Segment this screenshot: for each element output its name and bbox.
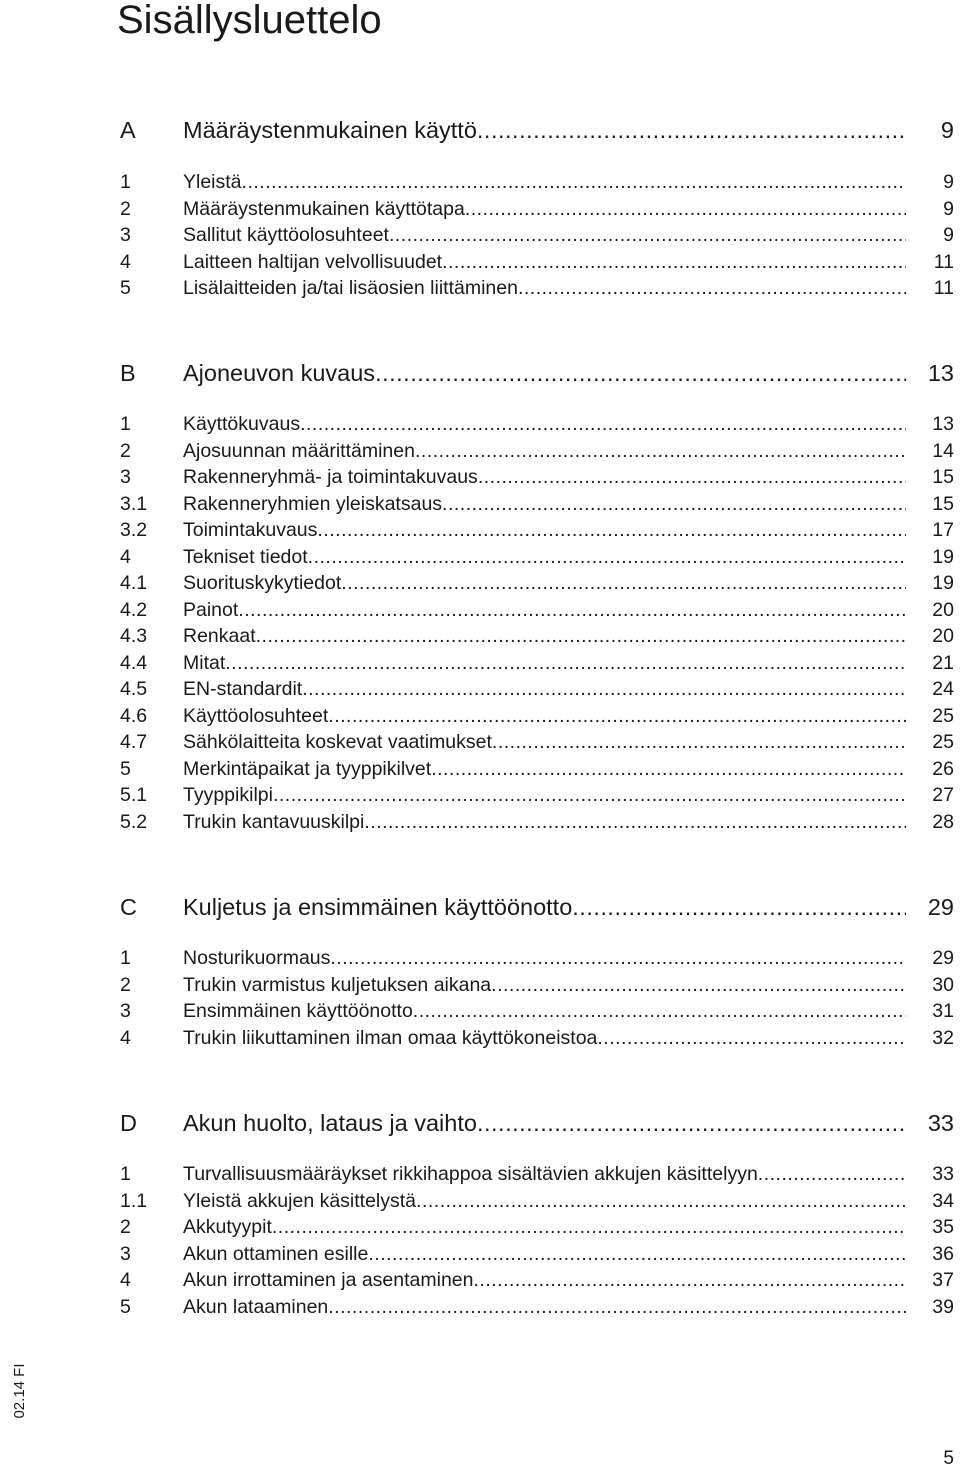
- toc-page: 26: [932, 758, 954, 780]
- toc-label: Akun huolto, lataus ja vaihto: [183, 1110, 477, 1136]
- toc-label: Lisälaitteiden ja/tai lisäosien liittäminen: [183, 277, 518, 299]
- dot-leader: [597, 1026, 906, 1050]
- toc-page: 9: [943, 171, 954, 193]
- toc-entry[interactable]: [120, 490, 954, 516]
- toc-label: Toimintakuvaus: [183, 519, 318, 541]
- dot-leader: [492, 730, 906, 754]
- toc-page: 27: [932, 784, 954, 806]
- page-number: 5: [943, 1448, 954, 1469]
- toc-entry[interactable]: [120, 516, 954, 542]
- toc-number: 4.7: [120, 731, 148, 753]
- toc-number: 1: [120, 1163, 131, 1185]
- dot-leader: [302, 677, 906, 701]
- toc-number: 4.4: [120, 652, 148, 674]
- toc-label: Akun irrottaminen ja asentaminen: [183, 1269, 474, 1291]
- toc-page: 30: [932, 974, 954, 996]
- toc-entry[interactable]: [120, 410, 954, 436]
- toc-number: 4: [120, 546, 131, 568]
- toc-label: Turvallisuusmääräykset rikkihappoa sisältävien akkujen käsittelyyn: [183, 1163, 758, 1185]
- toc-number: 4.1: [120, 572, 148, 594]
- toc-entry[interactable]: [120, 168, 954, 194]
- toc-entry[interactable]: [120, 437, 954, 463]
- toc-entry[interactable]: [120, 649, 954, 675]
- toc-page: 29: [927, 894, 954, 920]
- toc-page: 11: [933, 251, 954, 273]
- dot-leader: [478, 465, 906, 489]
- toc-page: 33: [932, 1163, 954, 1185]
- dot-leader: [272, 1215, 906, 1239]
- dot-leader: [477, 116, 906, 144]
- toc-number: C: [120, 894, 137, 920]
- toc-label: Määräystenmukainen käyttö: [183, 117, 477, 143]
- toc-page: 15: [932, 466, 954, 488]
- toc-label: Trukin liikuttaminen ilman omaa käyttökoneistoa: [183, 1027, 598, 1049]
- toc-entry[interactable]: [120, 463, 954, 489]
- toc-number: 5.2: [120, 811, 148, 833]
- toc-number: 2: [120, 1216, 131, 1238]
- toc-label: Rakenneryhmien yleiskatsaus: [183, 493, 443, 515]
- toc-entry[interactable]: [120, 195, 954, 221]
- dot-leader: [242, 170, 906, 194]
- toc-entry[interactable]: [120, 248, 954, 274]
- toc-page: 25: [932, 731, 954, 753]
- dot-leader: [375, 359, 906, 387]
- toc-label: Renkaat: [183, 625, 256, 647]
- dot-leader: [238, 598, 906, 622]
- toc-page: 9: [943, 198, 954, 220]
- toc-label: Suorituskykytiedot: [183, 572, 342, 594]
- dot-leader: [368, 1242, 906, 1266]
- toc-label: Rakenneryhmä- ja toimintakuvaus: [183, 466, 478, 488]
- toc-number: 3.1: [120, 493, 148, 515]
- toc-entry[interactable]: [120, 944, 954, 970]
- toc-label: Ajosuunnan määrittäminen: [183, 440, 415, 462]
- toc-page: 25: [932, 705, 954, 727]
- toc-number: 4.2: [120, 599, 148, 621]
- toc-page: 15: [932, 493, 954, 515]
- dot-leader: [572, 893, 906, 921]
- dot-leader: [225, 651, 906, 675]
- toc-heading-a[interactable]: [120, 114, 954, 144]
- toc-page: 24: [932, 678, 954, 700]
- toc-page: 36: [932, 1243, 954, 1265]
- dot-leader: [328, 704, 906, 728]
- toc-number: B: [120, 360, 136, 386]
- toc-page: 13: [927, 360, 954, 386]
- toc-entry[interactable]: [120, 1024, 954, 1050]
- toc-number: 1: [120, 171, 131, 193]
- toc-entry[interactable]: [120, 274, 954, 300]
- page-title: Sisällysluettelo: [117, 0, 382, 42]
- toc-page: 17: [932, 519, 954, 541]
- toc-number: 5.1: [120, 784, 148, 806]
- toc-entry[interactable]: [120, 808, 954, 834]
- dot-leader: [328, 1295, 906, 1319]
- toc-number: 1: [120, 947, 131, 969]
- toc-label: Ajoneuvon kuvaus: [183, 360, 376, 386]
- toc-label: Akun lataaminen: [183, 1296, 329, 1318]
- toc-page: 39: [932, 1296, 954, 1318]
- toc-entry[interactable]: [120, 997, 954, 1023]
- toc-label: Mitat: [183, 652, 226, 674]
- toc-number: 4: [120, 1027, 131, 1049]
- toc-label: Merkintäpaikat ja tyyppikilvet: [183, 758, 432, 780]
- toc-number: 3: [120, 224, 131, 246]
- toc-label: Akun ottaminen esille: [183, 1243, 369, 1265]
- toc-number: 4: [120, 1269, 131, 1291]
- toc-entry[interactable]: [120, 675, 954, 701]
- toc-number: 2: [120, 440, 131, 462]
- toc-heading-b[interactable]: [120, 357, 954, 387]
- toc-page: 14: [932, 440, 954, 462]
- toc-number: 5: [120, 1296, 131, 1318]
- toc-label: EN-standardit: [183, 678, 303, 700]
- toc-entry[interactable]: [120, 755, 954, 781]
- toc-label: Määräystenmukainen käyttötapa: [183, 198, 465, 220]
- dot-leader: [364, 810, 906, 834]
- toc-heading-d[interactable]: [120, 1107, 954, 1137]
- toc-number: 5: [120, 758, 131, 780]
- dot-leader: [300, 412, 906, 436]
- toc-label: Akkutyypit: [183, 1216, 272, 1238]
- toc-number: D: [120, 1110, 137, 1136]
- toc-number: 4.3: [120, 625, 148, 647]
- toc-entry[interactable]: [120, 543, 954, 569]
- dot-leader: [442, 250, 906, 274]
- dot-leader: [341, 571, 906, 595]
- toc-page: 34: [932, 1190, 954, 1212]
- toc-number: 3: [120, 1243, 131, 1265]
- toc-label: Ensimmäinen käyttöönotto: [183, 1000, 413, 1022]
- toc-number: 2: [120, 198, 131, 220]
- dot-leader: [474, 1268, 907, 1292]
- toc-entry[interactable]: [120, 622, 954, 648]
- toc-page: 35: [932, 1216, 954, 1238]
- toc-page: 29: [932, 947, 954, 969]
- toc-entry[interactable]: [120, 781, 954, 807]
- toc-entry[interactable]: [120, 1240, 954, 1266]
- toc-entry[interactable]: [120, 728, 954, 754]
- toc-page: 19: [932, 546, 954, 568]
- toc-page: 11: [933, 277, 954, 299]
- dot-leader: [330, 946, 906, 970]
- dot-leader: [758, 1162, 906, 1186]
- toc-page: 20: [932, 625, 954, 647]
- toc-label: Tyyppikilpi: [183, 784, 273, 806]
- toc-number: 4.5: [120, 678, 148, 700]
- toc-number: 3: [120, 1000, 131, 1022]
- toc-page: 21: [932, 652, 954, 674]
- toc-page: 33: [927, 1110, 954, 1136]
- toc-label: Sähkölaitteita koskevat vaatimukset: [183, 731, 492, 753]
- toc-page: 9: [940, 117, 954, 143]
- toc-label: Käyttöolosuhteet: [183, 705, 329, 727]
- toc-label: Laitteen haltijan velvollisuudet: [183, 251, 443, 273]
- toc-heading-c[interactable]: [120, 891, 954, 921]
- dot-leader: [416, 1189, 906, 1213]
- toc-label: Tekniset tiedot: [183, 546, 308, 568]
- toc-number: 2: [120, 974, 131, 996]
- dot-leader: [518, 276, 906, 300]
- toc-label: Sallitut käyttöolosuhteet: [183, 224, 389, 246]
- dot-leader: [477, 1109, 906, 1137]
- dot-leader: [389, 223, 906, 247]
- toc-number: 4.6: [120, 705, 148, 727]
- toc-page: 19: [932, 572, 954, 594]
- toc-label: Yleistä akkujen käsittelystä: [183, 1190, 417, 1212]
- dot-leader: [431, 757, 906, 781]
- toc-page: 13: [932, 413, 954, 435]
- dot-leader: [256, 624, 906, 648]
- dot-leader: [317, 518, 906, 542]
- toc-label: Painot: [183, 599, 239, 621]
- toc-number: A: [120, 117, 136, 143]
- toc-entry[interactable]: [120, 1187, 954, 1213]
- toc-label: Käyttökuvaus: [183, 413, 301, 435]
- dot-leader: [491, 973, 906, 997]
- toc-page: 28: [932, 811, 954, 833]
- toc-label: Yleistä: [183, 171, 242, 193]
- dot-leader: [442, 492, 906, 516]
- dot-leader: [308, 545, 906, 569]
- toc-number: 4: [120, 251, 131, 273]
- toc-entry[interactable]: [120, 971, 954, 997]
- toc-page: 32: [932, 1027, 954, 1049]
- document-code: 02.14 FI: [11, 1363, 28, 1419]
- toc-entry[interactable]: [120, 1160, 954, 1186]
- dot-leader: [465, 197, 906, 221]
- toc-number: 3.2: [120, 519, 148, 541]
- toc-number: 1.1: [120, 1190, 148, 1212]
- toc-entry[interactable]: [120, 596, 954, 622]
- toc-entry[interactable]: [120, 569, 954, 595]
- toc-label: Kuljetus ja ensimmäinen käyttöönotto: [183, 894, 573, 920]
- toc-label: Trukin varmistus kuljetuksen aikana: [183, 974, 492, 996]
- toc-number: 3: [120, 466, 131, 488]
- toc-page: 20: [932, 599, 954, 621]
- toc-entry[interactable]: [120, 702, 954, 728]
- toc-page: 31: [932, 1000, 954, 1022]
- toc-page: 9: [943, 224, 954, 246]
- dot-leader: [413, 999, 906, 1023]
- toc-label: Trukin kantavuuskilpi: [183, 811, 365, 833]
- toc-entry[interactable]: [120, 1213, 954, 1239]
- toc-label: Nosturikuormaus: [183, 947, 331, 969]
- dot-leader: [273, 783, 906, 807]
- toc-entry[interactable]: [120, 1293, 954, 1319]
- toc-number: 1: [120, 413, 131, 435]
- dot-leader: [415, 439, 906, 463]
- toc-number: 5: [120, 277, 131, 299]
- toc-entry[interactable]: [120, 1266, 954, 1292]
- toc-page: 37: [932, 1269, 954, 1291]
- toc-entry[interactable]: [120, 221, 954, 247]
